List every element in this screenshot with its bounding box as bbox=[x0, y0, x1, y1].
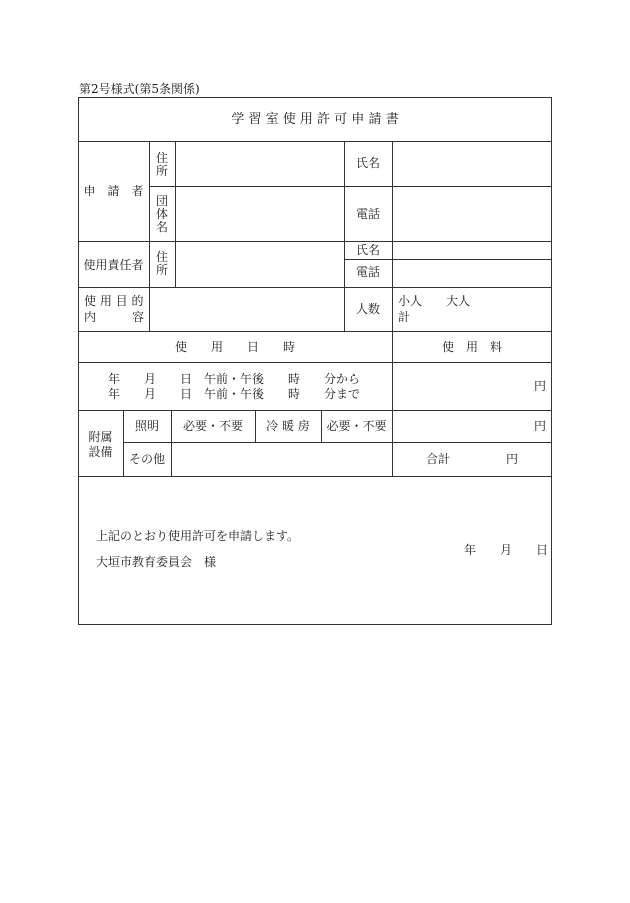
usage-start-datetime[interactable]: 年 月 日 午前・午後 時 分から bbox=[108, 372, 361, 386]
row-divider bbox=[78, 476, 552, 477]
manager-address-field[interactable] bbox=[176, 242, 344, 287]
manager-name-field[interactable] bbox=[393, 242, 551, 259]
applicant-name-field[interactable] bbox=[393, 142, 551, 186]
headcount-label: 人数 bbox=[355, 302, 380, 316]
lighting-option[interactable]: 必要・不要 bbox=[182, 419, 243, 433]
purpose-label-line2: 内 容 bbox=[84, 310, 145, 324]
applicant-group-field[interactable] bbox=[176, 187, 344, 241]
equipment-fee-unit: 円 bbox=[533, 419, 546, 433]
usage-datetime-header: 使 用 日 時 bbox=[174, 340, 295, 354]
applicant-address-label: 住所 bbox=[155, 151, 168, 178]
applicant-label: 申 請 者 bbox=[83, 184, 144, 198]
row-divider bbox=[78, 410, 552, 411]
form-number-label: 第2号様式(第5条関係) bbox=[79, 82, 200, 96]
border-bottom bbox=[78, 624, 552, 625]
total-label: 合計 bbox=[426, 452, 451, 466]
addressee: 大垣市教育委員会 様 bbox=[96, 555, 217, 569]
equipment-label-line1: 附属 bbox=[88, 430, 113, 444]
ac-option[interactable]: 必要・不要 bbox=[326, 419, 387, 433]
other-equipment-label: その他 bbox=[128, 452, 165, 466]
lighting-label: 照明 bbox=[134, 419, 159, 433]
usage-fee-header: 使 用 料 bbox=[441, 340, 502, 354]
manager-label: 使用責任者 bbox=[83, 258, 144, 272]
headcount-total[interactable]: 計 bbox=[398, 310, 411, 324]
applicant-phone-label: 電話 bbox=[355, 207, 380, 221]
usage-end-datetime[interactable]: 年 月 日 午前・午後 時 分まで bbox=[108, 387, 361, 401]
col-divider bbox=[149, 141, 150, 287]
usage-fee-unit: 円 bbox=[533, 379, 546, 393]
manager-name-label: 氏名 bbox=[355, 243, 380, 257]
applicant-group-label: 団体名 bbox=[155, 194, 168, 234]
application-form bbox=[78, 97, 552, 624]
col-divider bbox=[392, 287, 393, 331]
application-date[interactable]: 年 月 日 bbox=[464, 543, 549, 557]
form-title: 学 習 室 使 用 許 可 申 請 書 bbox=[231, 112, 399, 127]
border-left bbox=[78, 97, 79, 625]
applicant-phone-field[interactable] bbox=[393, 187, 551, 241]
headcount-children-adults[interactable]: 小人 大人 bbox=[398, 294, 471, 308]
border-right bbox=[551, 97, 552, 625]
total-unit: 円 bbox=[506, 452, 519, 466]
purpose-field[interactable] bbox=[150, 288, 344, 331]
declaration-statement: 上記のとおり使用許可を申請します。 bbox=[96, 529, 300, 543]
manager-phone-label: 電話 bbox=[355, 265, 380, 279]
border-top bbox=[78, 97, 552, 98]
purpose-label-line1: 使 用 目 的 bbox=[84, 294, 144, 308]
manager-phone-field[interactable] bbox=[393, 260, 551, 287]
other-equipment-field[interactable] bbox=[172, 443, 392, 476]
ac-label: 冷 暖 房 bbox=[266, 419, 310, 433]
row-divider bbox=[78, 362, 552, 363]
applicant-address-field[interactable] bbox=[176, 142, 344, 186]
row-divider bbox=[78, 331, 552, 332]
applicant-name-label: 氏名 bbox=[355, 156, 380, 170]
manager-address-label: 住所 bbox=[155, 250, 168, 277]
equipment-label-line2: 設備 bbox=[88, 445, 113, 459]
